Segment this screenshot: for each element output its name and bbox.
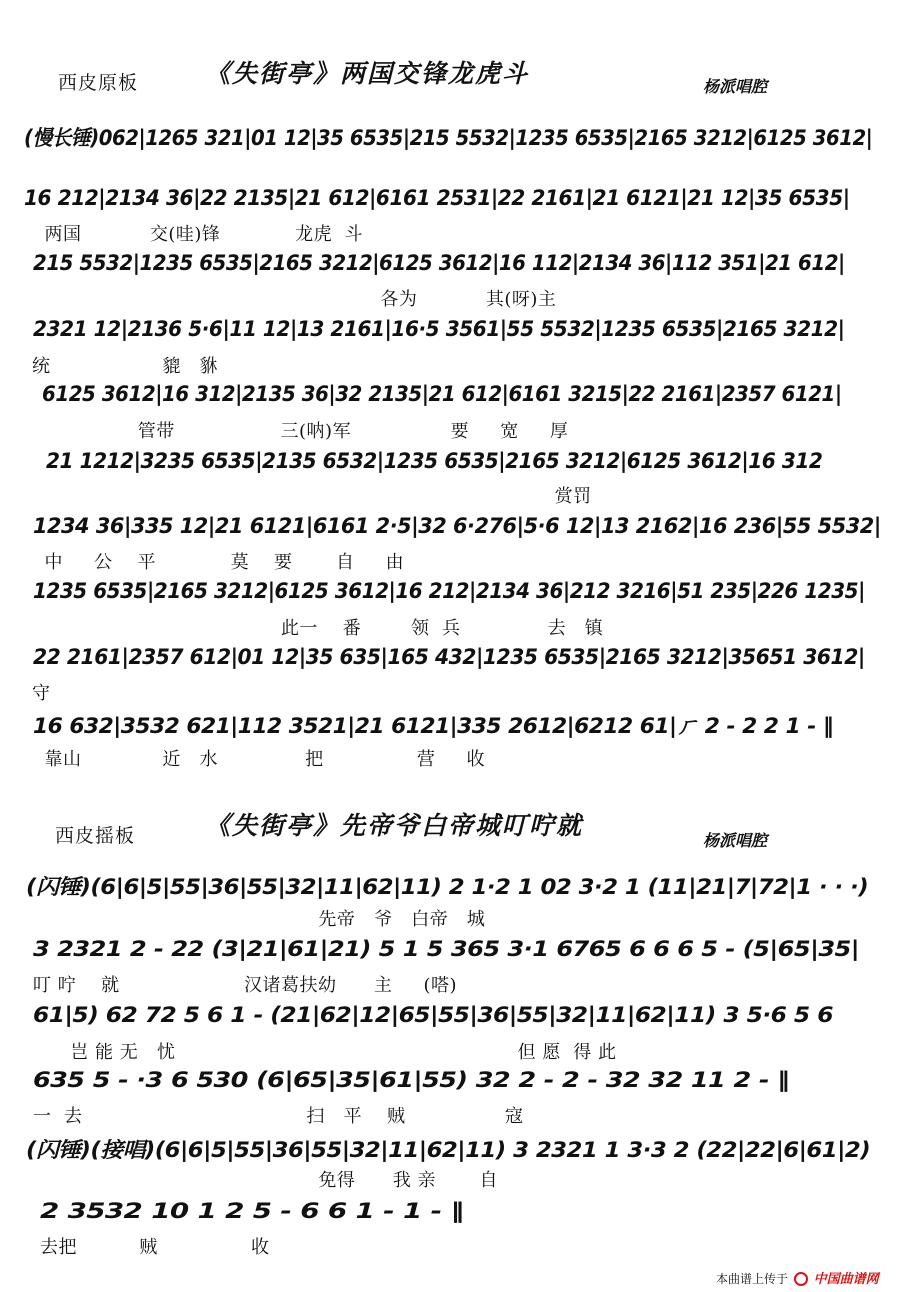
notation-line: 61|5) 62 72 5 6 1 - (21|62|12|65|55|36|55|32|11|62|11) 3 5·6 5 6 [33,1003,833,1027]
lyrics-line: 免得 我 亲 自 [26,1170,499,1191]
lyrics-line: 赏罚 [32,486,592,507]
lyrics-line: 一 去 扫 平 贼 寇 [33,1106,524,1127]
lyrics-line: 中 公 平 莫 要 自 由 [32,552,405,573]
notation-line: 2321 12|2136 5·6|11 12|13 2161|16·5 3561|55 5532|1235 6535|2165 3212| [33,317,845,341]
lyrics-line: 靠山 近 水 把 营 收 [32,749,486,770]
lyrics-line: 去把 贼 收 [40,1237,270,1258]
banqiang-label: 西皮摇板 [55,825,136,847]
notation-line: 21 1212|3235 6535|2135 6532|1235 6535|2165 3212|6125 3612|16 312 [46,449,823,473]
lyrics-line: 两国 交(哇)锋 龙虎 斗 [32,224,364,245]
singer-style: 杨派唱腔 [703,77,768,96]
notation-line: 6125 3612|16 312|2135 36|32 2135|21 612|6161 3215|22 2161|2357 6121| [42,382,842,406]
lyrics-line: 岂 能 无 忧 但 愿 得 此 [33,1042,617,1063]
notation-line: 635 5 - ·3 6 530 (6|65|35|61|55) 32 2 - 2 - 32 32 11 2 - ‖ [33,1068,790,1092]
lyrics-line: 各为 其(呀)主 [32,289,557,310]
notation-line: (慢长锤)062|1265 321|01 12|35 6535|215 5532|1235 6535|2165 3212|6125 3612| [24,126,873,150]
upload-credit-text: 本曲谱上传于 [716,1272,789,1286]
upload-credit [716,1268,879,1287]
lyrics-line: 统 貔 貅 [32,356,219,377]
site-brand[interactable]: 中国曲谱网 [813,1272,879,1287]
piece-title: 《失街亭》两国交锋龙虎斗 [205,59,530,88]
lyrics-line: 此一 番 领 兵 去 镇 [32,618,604,639]
notation-line: 215 5532|1235 6535|2165 3212|6125 3612|16 112|2134 36|112 351|21 612| [33,251,845,275]
notation-line: (闪锤)(6|6|5|55|36|55|32|11|62|11) 2 1·2 1 02 3·2 1 (11|21|7|72|1 · · ·) [26,875,869,899]
piece-title: 《失街亭》先帝爷白帝城叮咛就 [205,811,584,840]
notation-line: (闪锤)(接唱)(6|6|5|55|36|55|32|11|62|11) 3 2321 1 3·3 2 (22|22|6|61|2) [26,1138,871,1162]
music-logo-icon [794,1272,808,1286]
banqiang-label: 西皮原板 [58,72,139,94]
notation-line: 1235 6535|2165 3212|6125 3612|16 212|2134 36|212 3216|51 235|226 1235| [33,579,865,603]
lyrics-line: 先帝 爷 白帝 城 [26,909,486,930]
notation-line: 2 3532 10 1 2 5 - 6 6 1 - 1 - ‖ [40,1199,464,1223]
notation-line: 22 2161|2357 612|01 12|35 635|165 432|1235 6535|2165 3212|35651 3612| [33,645,865,669]
lyrics-line: 守 [32,683,51,704]
notation-line: 1234 36|335 12|21 6121|6161 2·5|32 6·276|5·6 12|13 2162|16 236|55 5532| [33,514,881,538]
notation-line: 16 632|3532 621|112 3521|21 6121|335 2612|6212 61|ㄏ 2 - 2 2 1 - ‖ [33,714,834,738]
notation-line: 16 212|2134 36|22 2135|21 612|6161 2531|22 2161|21 6121|21 12|35 6535| [24,186,850,210]
lyrics-line: 管带 三(呐)军 要 宽 厚 [32,421,569,442]
notation-line: 3 2321 2 - 22 (3|21|61|21) 5 1 5 365 3·1 6765 6 6 6 5 - (5|65|35| [33,937,860,961]
lyrics-line: 叮 咛 就 汉诸葛扶幼 主 (嗒) [33,975,458,996]
singer-style: 杨派唱腔 [703,831,768,850]
